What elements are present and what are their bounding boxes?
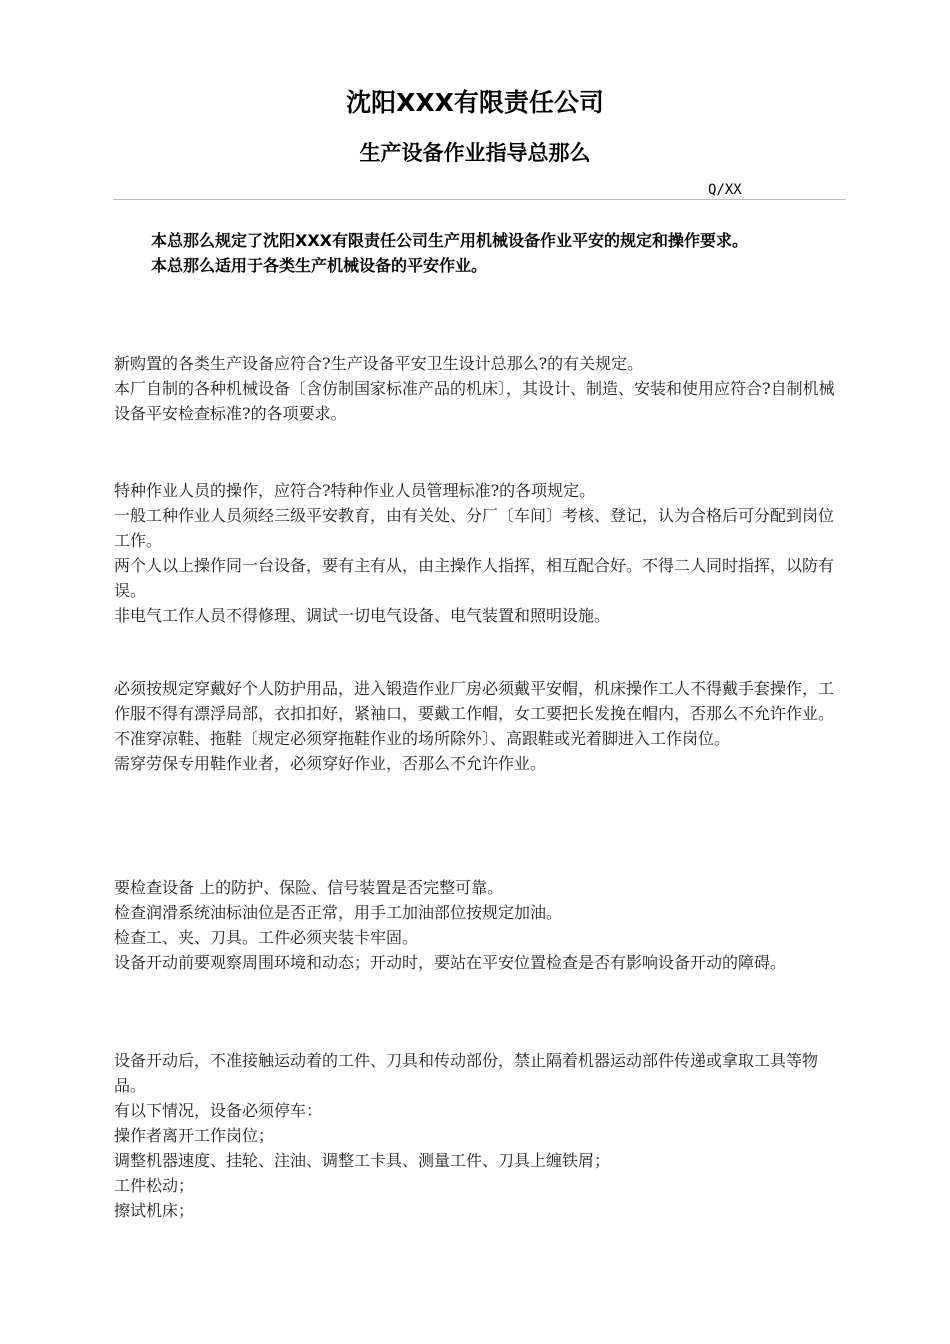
paragraph: 新购置的各类生产设备应符合?生产设备平安卫生设计总那么?的有关规定。 [114,354,644,373]
paragraph: 两个人以上操作同一台设备，要有主有从，由主操作人指挥，相互配合好。不得二人同时指挥，以防有误。 [114,556,835,600]
section-pre-start-checks [114,875,840,975]
paragraph: 本厂自制的各种机械设备〔含仿制国家标准产品的机床〕，其设计、制造、安装和使用应符合?自制机械设备平安检查标准?的各项要求。 [114,379,835,423]
header-divider [113,199,846,200]
intro-block [114,228,840,278]
document-code: Q/XX [708,182,742,198]
intro-paragraph-applicability: 本总那么适用于各类生产机械设备的平安作业。 [151,256,488,275]
paragraph: 有以下情况，设备必须停车： [114,1101,323,1120]
document-title: 沈阳XXX有限责任公司 [346,88,604,117]
paragraph: 需穿劳保专用鞋作业者，必须穿好作业，否那么不允许作业。 [114,754,547,773]
section-operation-rules [114,1048,840,1223]
paragraph: 工件松动； [114,1176,195,1195]
paragraph: 特种作业人员的操作，应符合?特种作业人员管理标准?的各项规定。 [114,481,596,500]
paragraph: 不准穿凉鞋、拖鞋〔规定必须穿拖鞋作业的场所除外〕、高跟鞋或光着脚进入工作岗位。 [114,729,731,748]
paragraph: 设备开动后，不准接触运动着的工件、刀具和传动部份，禁止隔着机器运动部件传递或拿取工具等物品。 [114,1051,819,1095]
paragraph: 一般工种作业人员须经三级平安教育，由有关处、分厂〔车间〕考核、登记，认为合格后可分配到岗位工作。 [114,506,835,550]
section-personnel-requirements [114,478,840,628]
paragraph: 检查工、夹、刀具。工件必须夹装卡牢固。 [114,928,419,947]
document-subtitle: 生产设备作业指导总那么 [359,141,591,165]
section-protective-equipment [114,676,840,776]
paragraph: 操作者离开工作岗位； [114,1126,275,1145]
paragraph: 调整机器速度、挂轮、注油、调整工卡具、测量工件、刀具上缠铁屑； [114,1151,611,1170]
intro-paragraph-scope: 本总那么规定了沈阳XXX有限责任公司生产用机械设备作业平安的规定和操作要求。 [151,231,749,250]
paragraph: 要检查设备 上的防护、保险、信号装置是否完整可靠。 [114,878,504,897]
paragraph: 非电气工作人员不得修理、调试一切电气设备、电气装置和照明设施。 [114,606,611,625]
paragraph: 擦试机床； [114,1201,195,1220]
paragraph: 必须按规定穿戴好个人防护用品，进入锻造作业厂房必须戴平安帽，机床操作工人不得戴手套操作，工作服不得有漂浮局部，衣扣扣好，紧袖口，要戴工作帽，女工要把长发挽在帽内，否那么不允许作业。 [114,679,835,723]
paragraph: 设备开动前要观察周围环境和动态；开动时，要站在平安位置检查是否有影响设备开动的障碍。 [114,953,787,972]
section-equipment-requirements [114,351,840,426]
paragraph: 检查润滑系统油标油位是否正常，用手工加油部位按规定加油。 [114,903,563,922]
